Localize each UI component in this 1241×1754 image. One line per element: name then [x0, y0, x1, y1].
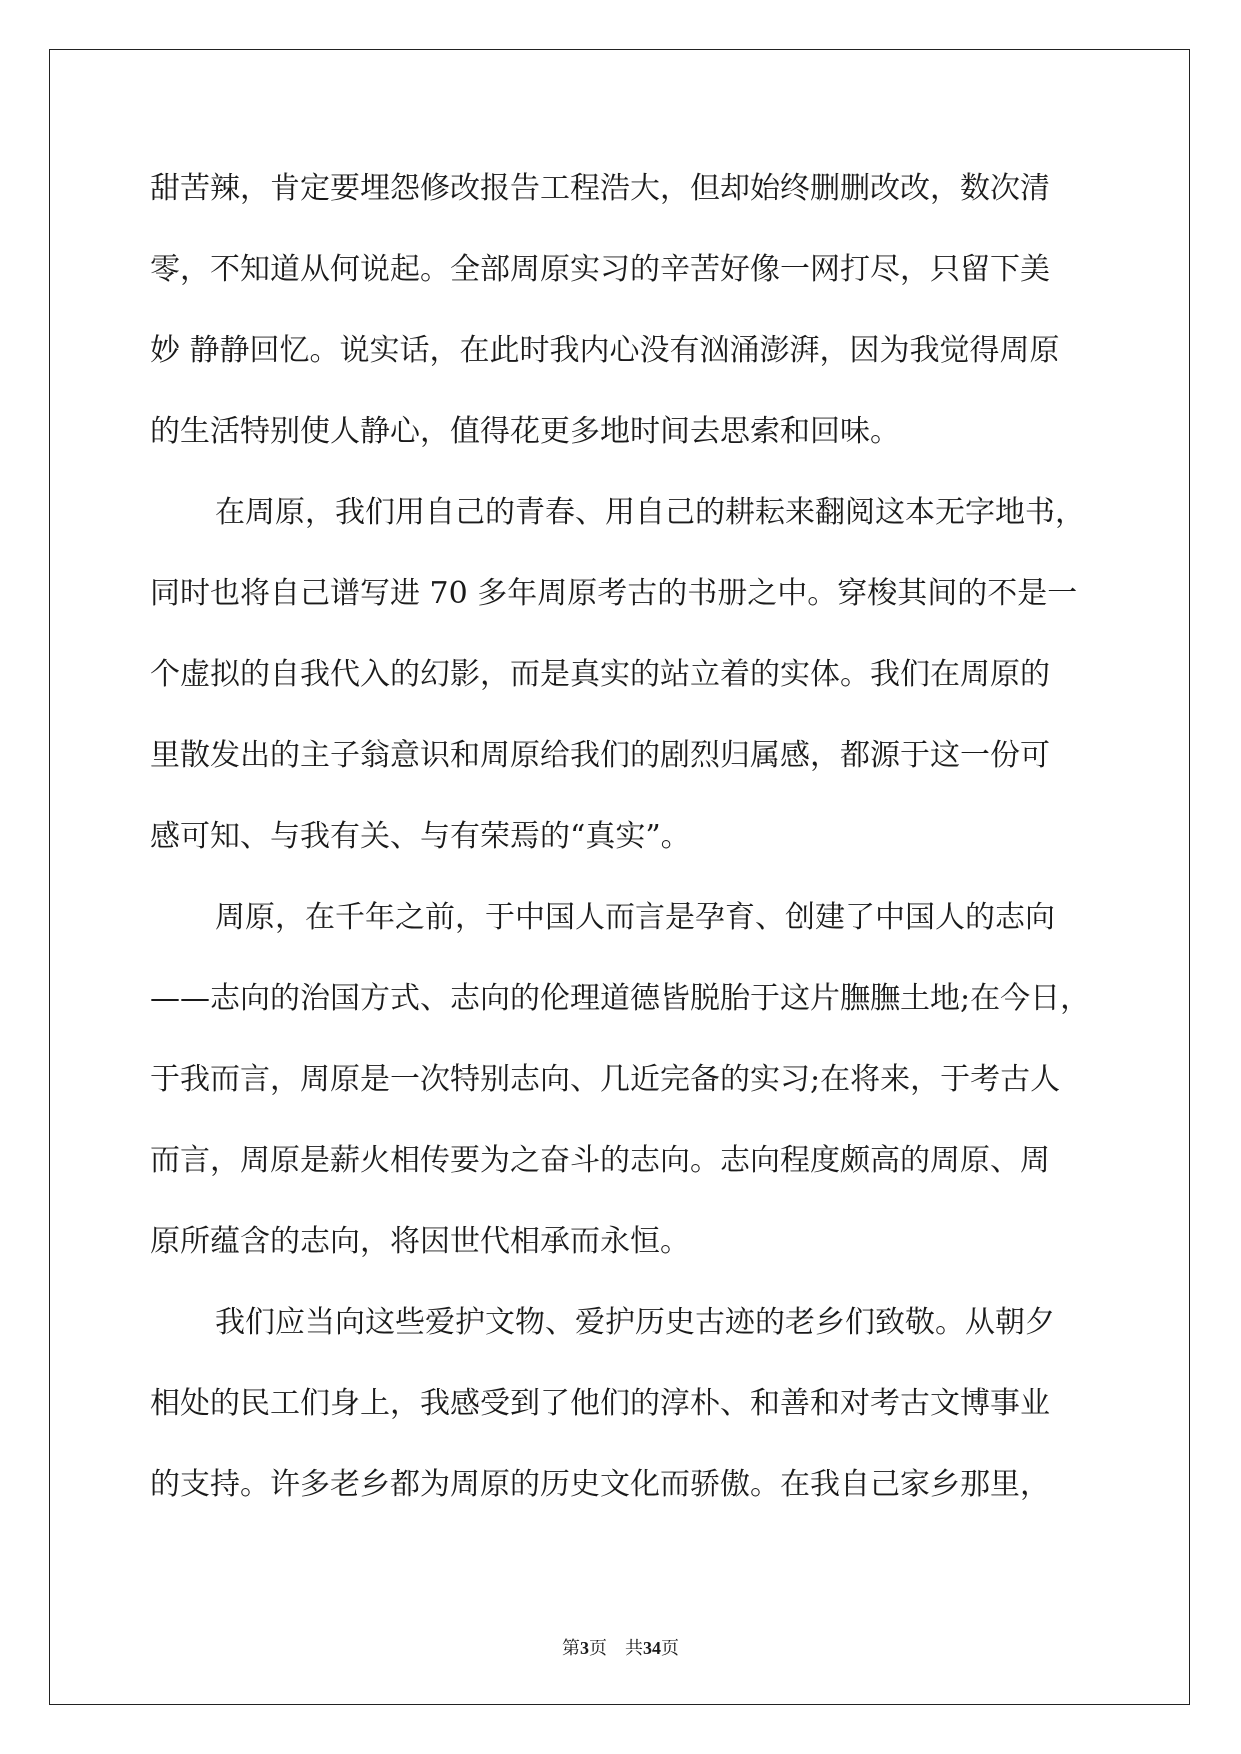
total-suffix: 页 — [661, 1638, 679, 1659]
page-number: 3 — [580, 1638, 589, 1658]
text-line: ——志向的治国方式、志向的伦理道德皆脱胎于这片膴膴土地;在今日， — [150, 981, 1091, 1016]
text-line: 里散发出的主子翁意识和周原给我们的剧烈归属感，都源于这一份可 — [150, 738, 1050, 773]
page-suffix: 页 — [589, 1638, 607, 1659]
text-line: 个虚拟的自我代入的幻影，而是真实的站立着的实体。我们在周原的 — [150, 657, 1050, 692]
text-line: 原所蕴含的志向，将因世代相承而永恒。 — [150, 1224, 690, 1259]
paragraph-first-line: 周原，在千年之前，于中国人而言是孕育、创建了中国人的志向 — [215, 900, 1055, 935]
text-line: 同时也将自己谱写进 70 多年周原考古的书册之中。穿梭其间的不是一 — [150, 576, 1078, 611]
text-line: 相处的民工们身上，我感受到了他们的淳朴、和善和对考古文博事业 — [150, 1386, 1050, 1421]
text-line: 的支持。许多老乡都为周原的历史文化而骄傲。在我自己家乡那里， — [150, 1467, 1050, 1502]
page-footer — [0, 1636, 1241, 1661]
paragraph-first-line: 我们应当向这些爱护文物、爱护历史古迹的老乡们致敬。从朝夕 — [215, 1305, 1055, 1340]
text-line: 而言，周原是薪火相传要为之奋斗的志向。志向程度颇高的周原、周 — [150, 1143, 1050, 1178]
page-prefix: 第 — [562, 1638, 580, 1659]
text-line: 于我而言，周原是一次特别志向、几近完备的实习;在将来，于考古人 — [150, 1062, 1061, 1097]
text-line: 甜苦辣，肯定要埋怨修改报告工程浩大，但却始终删删改改，数次清 — [150, 171, 1050, 206]
text-line: 感可知、与我有关、与有荣焉的“真实”。 — [150, 819, 691, 854]
total-prefix: 共 — [625, 1638, 643, 1659]
page-border — [49, 49, 1190, 1705]
paragraph-first-line: 在周原，我们用自己的青春、用自己的耕耘来翻阅这本无字地书， — [215, 495, 1085, 530]
text-line: 妙 静静回忆。说实话，在此时我内心没有汹涌澎湃，因为我觉得周原 — [150, 333, 1060, 368]
text-line: 的生活特别使人静心，值得花更多地时间去思索和回味。 — [150, 414, 900, 449]
total-pages: 34 — [643, 1638, 661, 1658]
text-line: 零，不知道从何说起。全部周原实习的辛苦好像一网打尽，只留下美 — [150, 252, 1050, 287]
